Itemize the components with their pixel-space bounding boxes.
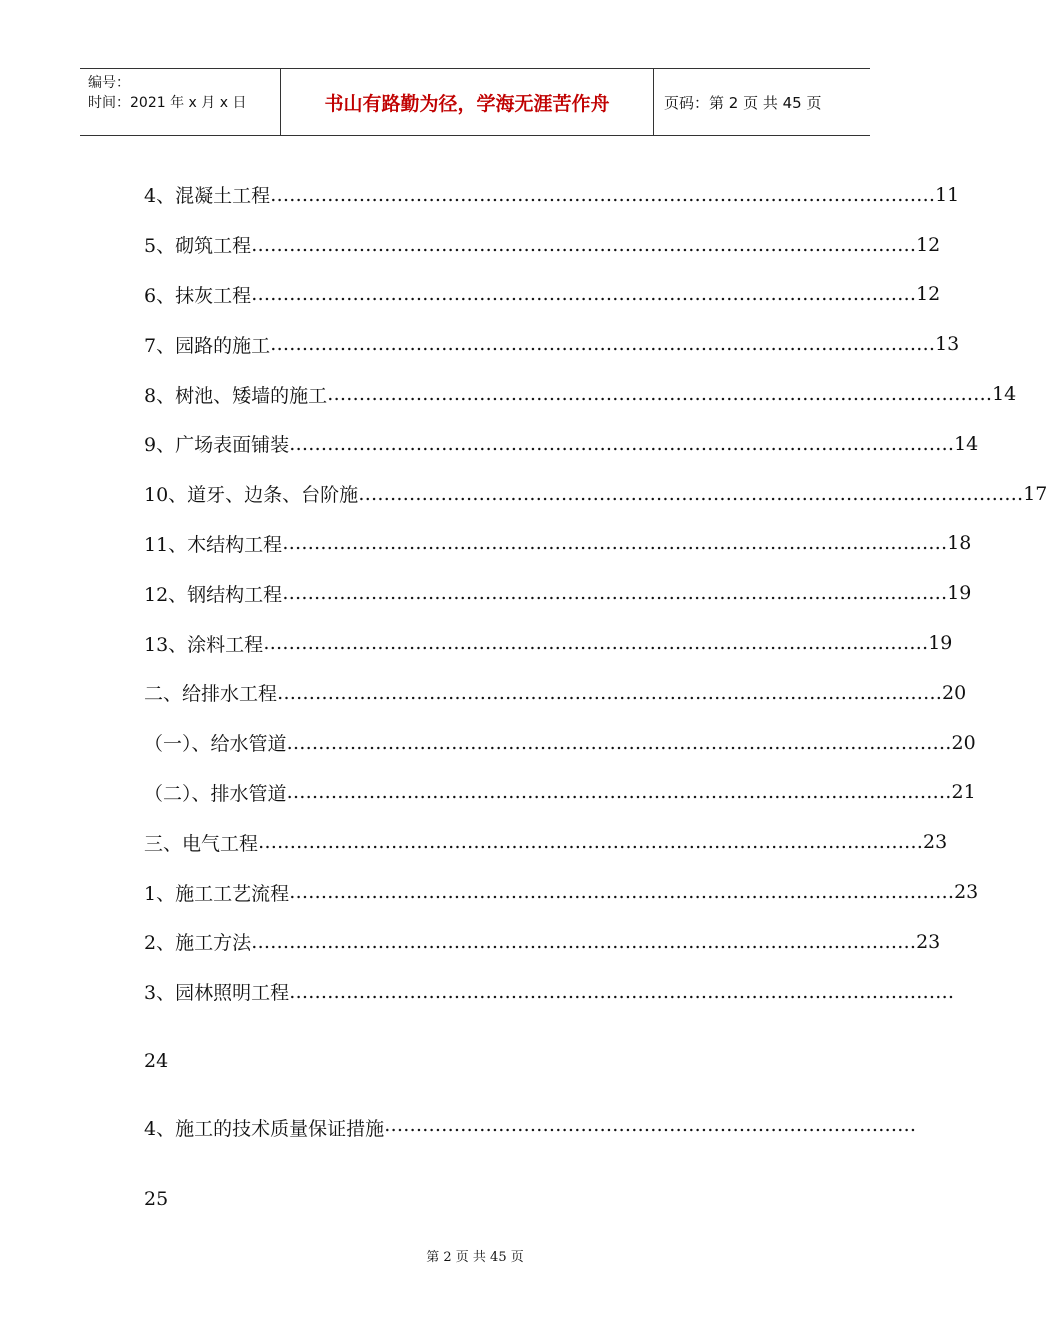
toc-page-number: 20 <box>942 681 967 704</box>
toc-entry-title: 9、广场表面铺装 <box>144 434 290 457</box>
toc-entry[interactable] <box>144 817 948 867</box>
toc-entry-title: 11、木结构工程 <box>144 533 283 556</box>
toc-page-number: 17 <box>1023 482 1047 505</box>
toc-page-number: 19 <box>947 582 972 605</box>
toc-page-number: 14 <box>954 432 979 455</box>
toc-entry-title: 4、混凝土工程 <box>144 185 271 208</box>
toc-entry[interactable] <box>144 170 960 220</box>
toc-leader-dots: …………………………………………………………………………………………… <box>282 582 948 605</box>
toc-page-number: 20 <box>951 731 976 754</box>
toc-entry-title: 6、抹灰工程 <box>144 284 252 307</box>
toc-entry-title: 5、砌筑工程 <box>144 235 252 258</box>
toc-page-number: 25 <box>144 1188 169 1210</box>
toc-page-number: 18 <box>947 532 972 555</box>
toc-entry[interactable] <box>144 718 976 768</box>
toc-page-number: 14 <box>992 383 1017 406</box>
toc-page-number: 23 <box>916 930 941 953</box>
toc-entry[interactable] <box>144 1114 917 1141</box>
page-footer: 第 2 页 共 45 页 <box>426 1250 524 1265</box>
toc-leader-dots: …………………………………………………………………………………………… <box>251 283 917 306</box>
toc-entry[interactable] <box>144 469 1047 519</box>
toc-entry[interactable] <box>144 768 976 818</box>
toc-entry-title: 7、园路的施工 <box>144 334 271 357</box>
toc-page-number: 23 <box>923 831 948 854</box>
toc-entry[interactable] <box>144 369 1017 419</box>
toc-leader-dots: …………………………………………………………………………………………… <box>251 233 917 256</box>
page-header <box>80 68 870 136</box>
toc-leader-dots: …………………………………………………………………………………………… <box>286 781 952 804</box>
toc-leader-dots: …………………………………………………………………………………………… <box>289 980 955 1003</box>
toc-page-number: 21 <box>951 781 976 804</box>
toc-page-number: 24 <box>144 1050 169 1072</box>
toc-entry-title: 10、道牙、边条、台阶施 <box>144 484 359 507</box>
toc-leader-dots: …………………………………………………………………………………………… <box>289 881 955 904</box>
toc-page-number: 12 <box>916 233 941 256</box>
toc-entry[interactable] <box>144 668 967 718</box>
toc-page-number: 12 <box>916 283 941 306</box>
toc-entry[interactable] <box>144 319 960 369</box>
toc-page-number: 23 <box>954 881 979 904</box>
toc-entry-title: 4、施工的技术质量保证措施 <box>144 1118 385 1140</box>
toc-page-number: 11 <box>935 183 960 206</box>
toc-entry[interactable] <box>144 220 941 270</box>
toc-page-number: 19 <box>928 632 953 655</box>
toc-leader-dots: …………………………………………………………………………………………… <box>263 632 929 655</box>
toc-leader-dots: …………………………………………………………………………………………… <box>270 183 936 206</box>
toc-entry[interactable] <box>144 419 979 469</box>
toc-entry-title: 二、给排水工程 <box>144 683 278 706</box>
time-label: 时间：2021 年 x 月 x 日 <box>88 95 247 111</box>
toc-leader-dots: …………………………………………………………………………………………… <box>258 831 924 854</box>
toc-entry-title: 13、涂料工程 <box>144 633 264 656</box>
toc-entry[interactable] <box>144 917 941 967</box>
header-page-info: 页码：第 2 页 共 45 页 <box>664 93 822 112</box>
toc-entry-title: 8、树池、矮墙的施工 <box>144 384 328 407</box>
toc-leader-dots: …………………………………………………………………………………………… <box>358 482 1024 505</box>
toc-leader-dots: …………………………………………………………………………………………… <box>289 432 955 455</box>
toc-leader-dots: …………………………………………………………………………………………… <box>286 731 952 754</box>
header-motto: 书山有路勤为径，学海无涯苦作舟 <box>281 69 654 135</box>
toc-leader-dots: …………………………………………………………………………………………… <box>327 383 993 406</box>
toc-leader-dots: …………………………………………………………………………………………… <box>277 681 943 704</box>
toc-entry[interactable] <box>144 967 955 1017</box>
number-label: 编号： <box>88 75 130 91</box>
toc-entry-title: （一）、给水管道 <box>144 733 287 756</box>
toc-leader-dots: …………………………………………………………………………………………… <box>251 930 917 953</box>
toc-page-number: 13 <box>935 333 960 356</box>
table-of-contents <box>144 170 1047 1017</box>
toc-leader-dots: …………………………………………………………………………………………… <box>282 532 948 555</box>
toc-entry-title: （二）、排水管道 <box>144 782 287 805</box>
header-meta <box>80 69 281 135</box>
toc-entry[interactable] <box>144 519 972 569</box>
toc-entry[interactable] <box>144 568 972 618</box>
toc-leader-dots: …………………………………………………………………………………………… <box>270 333 936 356</box>
toc-entry[interactable] <box>144 618 953 668</box>
toc-entry[interactable] <box>144 867 979 917</box>
toc-entry-title: 1、施工工艺流程 <box>144 882 290 905</box>
toc-entry[interactable] <box>144 270 941 320</box>
toc-leader-dots: ………………………………………………………………………… <box>384 1114 917 1136</box>
toc-entry-title: 三、电气工程 <box>144 832 259 855</box>
toc-entry-title: 2、施工方法 <box>144 932 252 955</box>
toc-entry-title: 12、钢结构工程 <box>144 583 283 606</box>
toc-entry-title: 3、园林照明工程 <box>144 982 290 1005</box>
